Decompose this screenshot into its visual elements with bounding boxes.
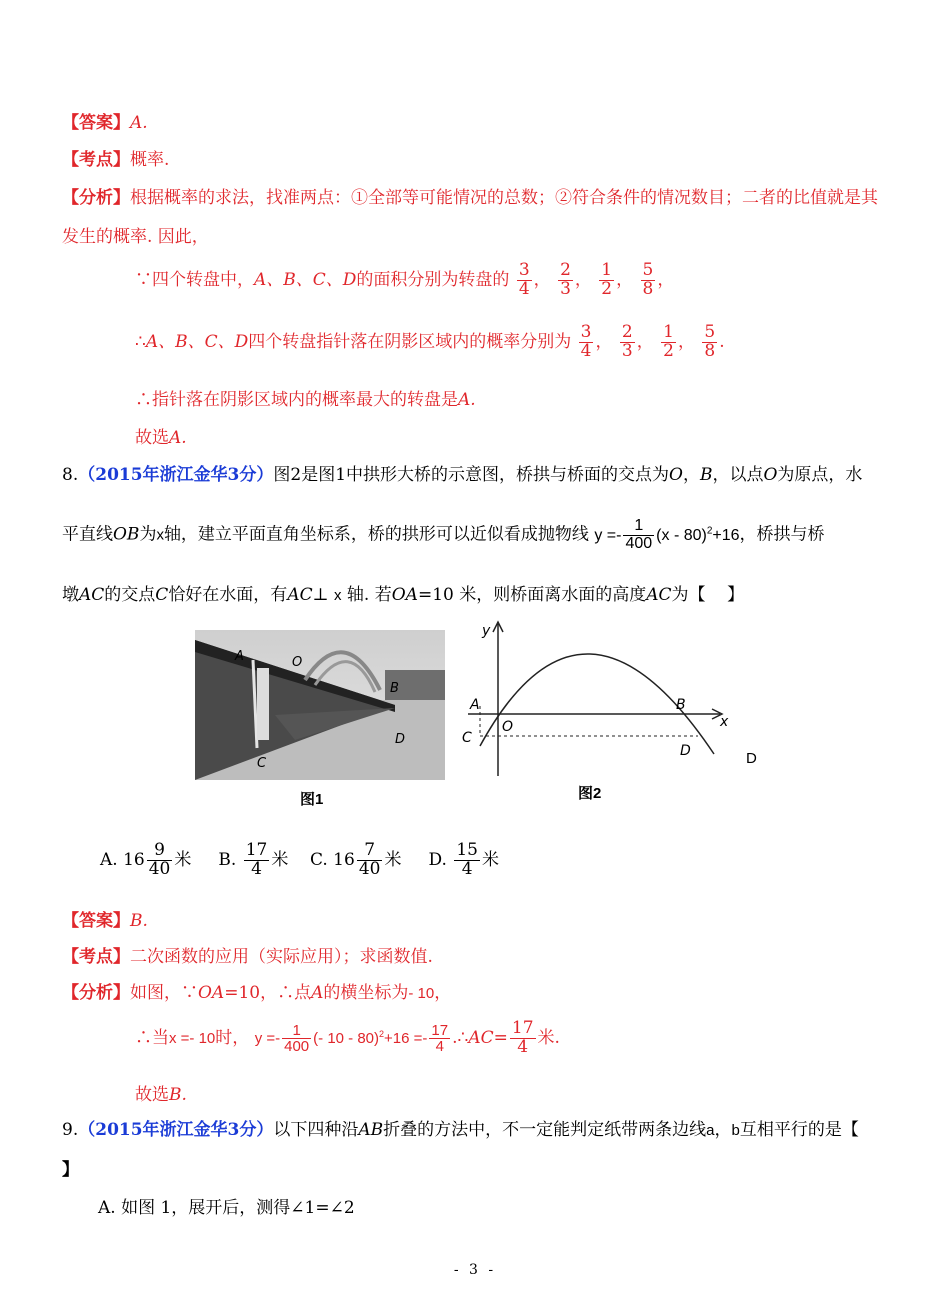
fig1-label-A: A [235,649,244,664]
fig2-label-C: C [462,730,472,746]
option-d[interactable]: D. $\frac{15}{4}$ 米 [428,840,499,879]
q7-analysis-line-2: 发生的概率. 因此， [62,227,209,247]
fig2-label-B: B [676,697,686,713]
q8-choose: 故选B. [135,1085,187,1105]
fraction: $\frac{5}{8}$ [704,322,716,361]
q8-stem-line-1: 8.（2015年浙江金华3分）图2是图1中拱形大桥的示意图，桥拱与桥面的交点为O，B，以点O为原点，水 [62,465,863,485]
bridge-photo-figure [195,630,445,780]
q7-point-line: 【考点】概率. [62,150,170,170]
fig1-label-B: B [390,681,399,696]
option-a[interactable]: A. 16 $\frac{9}{40}$ 米 [100,840,192,879]
fig1-caption: 图1 [300,791,324,808]
fraction: $\frac{2}{3}$ [621,322,633,361]
fig1-label-O: O [292,655,303,670]
q7-step-1: ∵四个转盘中，A、B、C、D的面积分别为转盘的 $\frac{3}{4}$ ， $\frac{2}{3}$ ， $\frac{1}{2}$ ， $\frac{5}{8}$ ， [135,260,675,299]
fraction: $\frac{3}{4}$ [518,260,530,299]
fig2-label-O: O [502,719,514,735]
fraction: $\frac{5}{8}$ [642,260,654,299]
q7-analysis-line-1: 【分析】根据概率的求法，找准两点：①全部等可能情况的总数；②符合条件的情况数目；二者的比值就是其 [62,188,878,208]
fig1-label-C: C [257,756,267,771]
parabola-diagram [458,618,738,778]
stray-label-D: D [746,750,757,767]
fig2-label-y: y [482,623,491,639]
q8-analysis-line-1: 【分析】如图，∵OA=10，∴点A的横坐标为- 10， [62,983,452,1003]
fig2-caption: 图2 [578,785,602,802]
fig1-label-D: D [395,732,406,747]
fraction: $\frac{2}{3}$ [560,260,571,299]
q8-analysis-line-2: ∴当x =- 10时， y =- $\frac{1}{400}$ (- 10 - 80)$^2$+16 =- $\frac{17}{4}$ .∴AC= $\frac{17}{4}$ 米. [135,1018,560,1057]
q9-bracket-end: 】 [62,1160,79,1180]
q8-point-line: 【考点】二次函数的应用（实际应用）；求函数值. [62,947,433,967]
q8-stem-line-2: 平直线OB为x轴，建立平面直角坐标系，桥的拱形可以近似看成抛物线 y =- $\frac{1}{400}$ (x - 80)$^2$+16，桥拱与桥 [62,517,825,552]
q9-option-a: A. 如图 1，展开后，测得∠1=∠2 [98,1198,355,1218]
q7-answer-line: 【答案】A. [62,113,148,133]
q8-answer-line: 【答案】B. [62,911,148,931]
parabola-formula: y =- $\frac{1}{400}$ (x - 80)$^2$+16 [594,517,740,552]
fraction: $\frac{1}{2}$ [601,260,613,299]
fraction: $\frac{1}{2}$ [663,322,674,361]
q8-stem-line-3: 墩AC的交点C恰好在水面，有AC⊥ x 轴. 若OA=10 米，则桥面离水面的高度AC为【 】 [62,585,745,605]
fig2-label-D: D [680,743,691,759]
page-number: - 3 - [453,1262,497,1278]
q8-options [100,842,499,879]
q7-step-2: ∴A、B、C、D四个转盘指针落在阴影区域内的概率分别为 $\frac{3}{4}$ ， $\frac{2}{3}$ ， $\frac{1}{2}$ ， $\frac{5}{8}$ . [135,322,725,361]
fig2-label-x: x [720,714,729,730]
q7-choose: 故选A. [135,428,187,448]
q9-stem: 9.（2015年浙江金华3分）以下四种沿AB折叠的方法中，不一定能判定纸带两条边线a，b互相平行的是【 [62,1120,859,1140]
option-c[interactable]: C. 16 $\frac{7}{40}$ 米 [309,840,402,879]
fraction: $\frac{3}{4}$ [580,322,592,361]
fig2-label-A: A [470,697,480,713]
option-b[interactable]: B. $\frac{17}{4}$ 米 [218,840,289,879]
q7-step-3: ∴指针落在阴影区域内的概率最大的转盘是A. [135,390,476,410]
